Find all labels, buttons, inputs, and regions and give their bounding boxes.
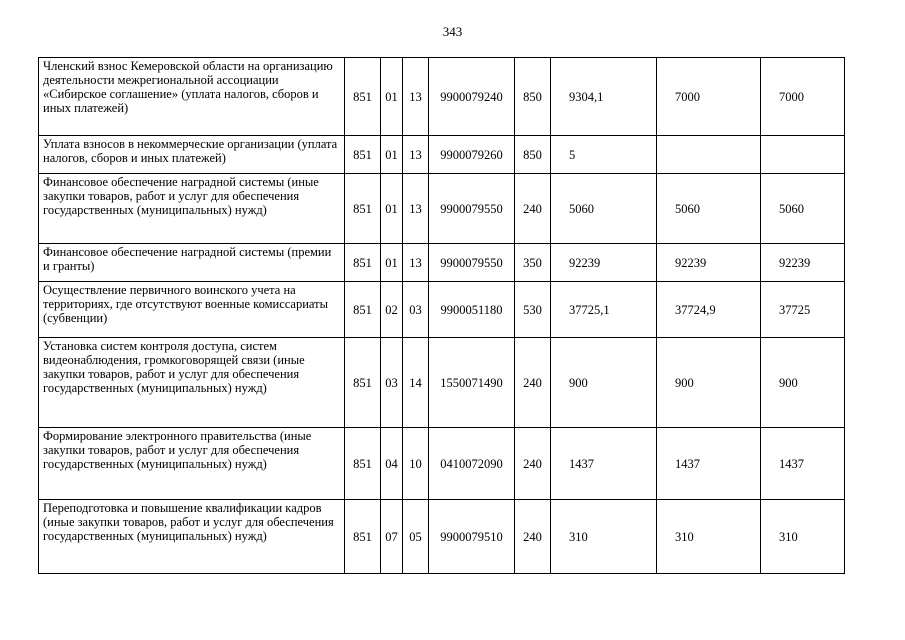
expense-type-code: 240 — [515, 500, 551, 574]
subsection-code: 13 — [403, 244, 429, 282]
target-article-code: 9900079260 — [429, 136, 515, 174]
amount-year-2: 92239 — [657, 244, 761, 282]
amount-year-1: 5060 — [551, 174, 657, 244]
table-row — [39, 58, 845, 136]
page-number: 343 — [442, 24, 463, 39]
amount-year-1: 92239 — [551, 244, 657, 282]
amount-year-3: 7000 — [761, 58, 845, 136]
amount-year-1: 37725,1 — [551, 282, 657, 338]
amount-year-2: 1437 — [657, 428, 761, 500]
amount-year-3 — [761, 136, 845, 174]
section-code: 01 — [381, 58, 403, 136]
target-article-code: 0410072090 — [429, 428, 515, 500]
table-row — [39, 338, 845, 428]
amount-year-3: 310 — [761, 500, 845, 574]
row-description: Финансовое обеспечение наградной системы (иные закупки товаров, работ и услуг для обеспечения государственных (муниципальных) нужд) — [39, 174, 345, 244]
ministry-code: 851 — [345, 500, 381, 574]
amount-year-1: 5 — [551, 136, 657, 174]
section-code: 03 — [381, 338, 403, 428]
amount-year-2: 5060 — [657, 174, 761, 244]
section-code: 01 — [381, 136, 403, 174]
subsection-code: 10 — [403, 428, 429, 500]
ministry-code: 851 — [345, 244, 381, 282]
ministry-code: 851 — [345, 428, 381, 500]
subsection-code: 03 — [403, 282, 429, 338]
row-description: Членский взнос Кемеровской области на организацию деятельности межрегиональной ассоциации «Сибирское соглашение» (уплата налогов, сборов и иных платежей) — [39, 58, 345, 136]
target-article-code: 9900079240 — [429, 58, 515, 136]
subsection-code: 13 — [403, 58, 429, 136]
amount-year-1: 1437 — [551, 428, 657, 500]
amount-year-1: 310 — [551, 500, 657, 574]
expense-type-code: 240 — [515, 428, 551, 500]
table-row — [39, 174, 845, 244]
expense-type-code: 350 — [515, 244, 551, 282]
target-article-code: 9900079550 — [429, 174, 515, 244]
ministry-code: 851 — [345, 58, 381, 136]
ministry-code: 851 — [345, 174, 381, 244]
amount-year-3: 92239 — [761, 244, 845, 282]
amount-year-2: 37724,9 — [657, 282, 761, 338]
row-description: Формирование электронного правительства (иные закупки товаров, работ и услуг для обеспечения государственных (муниципальных) нужд) — [39, 428, 345, 500]
section-code: 01 — [381, 174, 403, 244]
expense-type-code: 530 — [515, 282, 551, 338]
section-code: 02 — [381, 282, 403, 338]
expense-type-code: 240 — [515, 338, 551, 428]
amount-year-2: 900 — [657, 338, 761, 428]
ministry-code: 851 — [345, 338, 381, 428]
expense-type-code: 850 — [515, 136, 551, 174]
expense-type-code: 850 — [515, 58, 551, 136]
row-description: Установка систем контроля доступа, систем видеонаблюдения, громкоговорящей связи (иные закупки товаров, работ и услуг для обеспечения государственных (муниципальных) нужд) — [39, 338, 345, 428]
amount-year-1: 900 — [551, 338, 657, 428]
table-row — [39, 282, 845, 338]
amount-year-2: 310 — [657, 500, 761, 574]
ministry-code: 851 — [345, 282, 381, 338]
table-row — [39, 428, 845, 500]
amount-year-3: 5060 — [761, 174, 845, 244]
section-code: 01 — [381, 244, 403, 282]
subsection-code: 13 — [403, 174, 429, 244]
row-description: Уплата взносов в некоммерческие организации (уплата налогов, сборов и иных платежей) — [39, 136, 345, 174]
budget-table — [38, 57, 845, 574]
subsection-code: 05 — [403, 500, 429, 574]
amount-year-3: 1437 — [761, 428, 845, 500]
row-description: Осуществление первичного воинского учета на территориях, где отсутствуют военные комиссариаты (субвенции) — [39, 282, 345, 338]
row-description: Переподготовка и повышение квалификации кадров (иные закупки товаров, работ и услуг для обеспечения государственных (муниципальных) нужд) — [39, 500, 345, 574]
amount-year-2: 7000 — [657, 58, 761, 136]
target-article-code: 9900079510 — [429, 500, 515, 574]
target-article-code: 9900079550 — [429, 244, 515, 282]
amount-year-3: 900 — [761, 338, 845, 428]
amount-year-2 — [657, 136, 761, 174]
amount-year-3: 37725 — [761, 282, 845, 338]
section-code: 04 — [381, 428, 403, 500]
expense-type-code: 240 — [515, 174, 551, 244]
target-article-code: 1550071490 — [429, 338, 515, 428]
target-article-code: 9900051180 — [429, 282, 515, 338]
ministry-code: 851 — [345, 136, 381, 174]
row-description: Финансовое обеспечение наградной системы (премии и гранты) — [39, 244, 345, 282]
table-row — [39, 136, 845, 174]
table-row — [39, 244, 845, 282]
subsection-code: 14 — [403, 338, 429, 428]
section-code: 07 — [381, 500, 403, 574]
amount-year-1: 9304,1 — [551, 58, 657, 136]
subsection-code: 13 — [403, 136, 429, 174]
table-row — [39, 500, 845, 574]
